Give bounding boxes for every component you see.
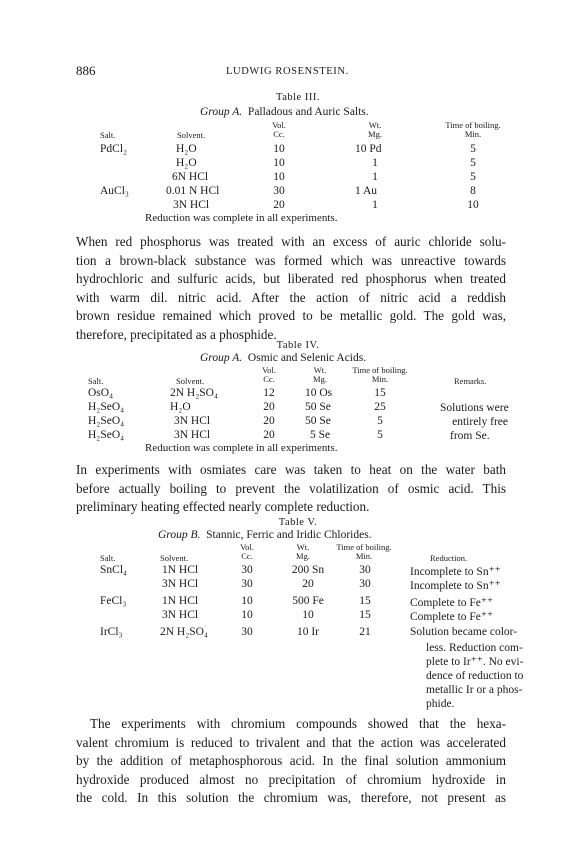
cell-wt: 200 Sn xyxy=(291,564,325,576)
col-header-remarks: Remarks. xyxy=(454,376,487,386)
table-caption: Table V. xyxy=(278,517,318,528)
cell-solvent: 3N HCl xyxy=(174,415,211,427)
note-line: metallic Ir or a phos- xyxy=(426,684,523,696)
table-remarks xyxy=(440,401,508,443)
col-header-wt xyxy=(288,543,318,561)
cell-salt: OsO₄ xyxy=(88,387,114,399)
col-header-vol-2: Cc. xyxy=(263,374,275,384)
col-header-vol-2: Cc. xyxy=(273,129,285,139)
text-line: When red phosphorus was treated with an excess of auric chloride solu- xyxy=(76,234,506,249)
col-header-vol-1: Vol. xyxy=(262,365,276,375)
text-line: before actually boiling to prevent the volatilization of osmic acid. This xyxy=(76,480,506,496)
cell-wt: 500 Fe xyxy=(292,595,324,607)
cell-wt: 1 xyxy=(372,157,378,169)
cell-salt: PdCl₂ xyxy=(100,143,128,155)
cell-time: 15 xyxy=(374,387,386,399)
cell-vol: 12 xyxy=(263,387,275,399)
cell-salt: H₂SeO₄ xyxy=(88,415,125,427)
col-header-vol-1: Vol. xyxy=(272,120,286,130)
cell-time: 5 xyxy=(377,415,383,427)
cell-reduction: Complete to Fe⁺⁺ xyxy=(410,597,494,609)
remarks-line: Solutions were xyxy=(440,402,509,414)
cell-wt: 1 xyxy=(372,171,378,183)
table-subtitle-line xyxy=(158,529,372,541)
paragraph-chromium xyxy=(76,715,506,808)
col-header-wt-2: Mg. xyxy=(296,551,310,561)
text-line: The experiments with chromium compounds showed that the hexa- xyxy=(90,716,506,731)
note-line: plete to Ir⁺⁺. No evi- xyxy=(426,656,524,668)
cell-solvent: 2N H₂SO₄ xyxy=(170,387,218,399)
col-header-wt-1: Wt. xyxy=(313,365,327,375)
text-line: preliminary heating effected nearly complete reduction. xyxy=(76,499,370,515)
cell-salt: FeCl₃ xyxy=(100,595,127,607)
cell-vol: 30 xyxy=(241,564,253,576)
paragraph-phosphorus-gold xyxy=(76,233,506,345)
text-line: tion a brown-black substance was formed which was unreactive towards xyxy=(76,252,506,268)
cell-vol: 20 xyxy=(273,199,285,211)
col-header-time-1: Time of boiling. xyxy=(352,365,408,375)
col-header-time-2: Min. xyxy=(464,129,482,139)
cell-time: 8 xyxy=(470,185,476,197)
cell-salt: H₂SeO₄ xyxy=(88,401,125,413)
cell-wt: 1 xyxy=(372,199,378,211)
text-line: brown residue remained which proved to be metallic gold. The gold was, xyxy=(76,308,506,324)
table-note: Reduction was complete in all experiments. xyxy=(145,212,338,224)
text-line: therefore, precipitated as a phosphide. xyxy=(76,326,277,342)
col-header-time-2: Min. xyxy=(355,551,373,561)
cell-solvent: H₂O xyxy=(176,143,197,155)
cell-vol: 20 xyxy=(263,401,275,413)
cell-time: 15 xyxy=(359,609,371,621)
table-note: Reduction was complete in all experiments. xyxy=(145,442,338,454)
cell-wt: 50 Se xyxy=(305,401,331,413)
text-line: hydrochloric and sulfuric acids, but liberated red phosphorus when treated xyxy=(76,271,506,287)
cell-solvent: 1N HCl xyxy=(162,595,199,607)
col-header-wt-1: Wt. xyxy=(368,120,382,130)
col-header-vol xyxy=(232,543,262,561)
table-group: Group A. xyxy=(200,106,243,118)
cell-reduction: Solution became color- xyxy=(410,626,518,638)
cell-salt: SnCl₄ xyxy=(100,564,128,576)
cell-time: 30 xyxy=(359,578,371,590)
cell-wt: 10 Os xyxy=(305,387,333,399)
cell-solvent: 3N HCl xyxy=(173,199,210,211)
col-header-time xyxy=(340,366,420,384)
cell-time: 5 xyxy=(377,429,383,441)
cell-vol: 10 xyxy=(273,157,285,169)
cell-salt: H₂SeO₄ xyxy=(88,429,125,441)
col-header-time-1: Time of boiling. xyxy=(445,120,501,130)
page-number: 886 xyxy=(76,63,96,78)
note-line: dence of reduction to xyxy=(426,670,524,682)
cell-vol: 10 xyxy=(241,595,253,607)
cell-time: 5 xyxy=(470,157,476,169)
cell-time: 30 xyxy=(359,564,371,576)
cell-vol: 10 xyxy=(273,171,285,183)
col-header-vol-1: Vol. xyxy=(240,542,254,552)
running-title: LUDWIG ROSENSTEIN. xyxy=(226,66,349,77)
table-group: Group A. xyxy=(200,352,243,364)
note-line: less. Reduction com- xyxy=(426,642,523,654)
cell-wt: 10 Pd xyxy=(355,143,382,155)
cell-solvent: 1N HCl xyxy=(162,564,199,576)
cell-solvent: 3N HCl xyxy=(162,609,199,621)
cell-salt: AuCl₃ xyxy=(100,185,129,197)
col-header-vol xyxy=(264,121,294,139)
col-header-salt: Salt. xyxy=(88,376,104,386)
table-subtitle: Osmic and Selenic Acids. xyxy=(247,352,367,364)
col-header-time xyxy=(324,543,404,561)
cell-wt: 10 xyxy=(302,609,314,621)
cell-reduction: Incomplete to Sn⁺⁺ xyxy=(410,580,501,592)
text-line: with warm dil. nitric acid. After the action of nitric acid a reddish xyxy=(76,289,506,305)
cell-solvent: 2N H₂SO₄ xyxy=(160,626,208,638)
cell-time: 5 xyxy=(470,171,476,183)
cell-salt: IrCl₃ xyxy=(100,626,123,638)
text-line: hydroxide produced almost no precipitation of chromium hydroxide in xyxy=(76,771,506,787)
col-header-vol-2: Cc. xyxy=(241,551,253,561)
table-subtitle: Palladous and Auric Salts. xyxy=(247,106,369,118)
cell-vol: 20 xyxy=(263,415,275,427)
col-header-time-1: Time of boiling. xyxy=(336,542,392,552)
col-header-wt-2: Mg. xyxy=(368,129,382,139)
cell-wt: 20 xyxy=(302,578,314,590)
col-header-wt-1: Wt. xyxy=(296,542,310,552)
col-header-time-2: Min. xyxy=(371,374,389,384)
col-header-wt-2: Mg. xyxy=(313,374,327,384)
col-header-salt: Salt. xyxy=(100,130,116,140)
text-line: by the addition of metaphosphorous acid. In the final solution ammonium xyxy=(76,753,506,769)
cell-wt: 50 Se xyxy=(305,415,331,427)
cell-vol: 10 xyxy=(273,143,285,155)
table-subtitle: Stannic, Ferric and Iridic Chlorides. xyxy=(206,529,372,541)
cell-reduction: Incomplete to Sn⁺⁺ xyxy=(410,566,501,578)
table-caption: Table III. xyxy=(276,92,320,103)
cell-wt: 5 Se xyxy=(310,429,331,441)
paragraph-osmiates xyxy=(76,461,506,517)
cell-time: 5 xyxy=(470,143,476,155)
col-header-vol xyxy=(254,366,284,384)
cell-solvent: H₂O xyxy=(176,157,197,169)
cell-vol: 30 xyxy=(241,626,253,638)
iridium-reduction-note xyxy=(426,641,524,711)
col-header-solvent: Solvent. xyxy=(176,376,205,386)
cell-solvent: 0.01 N HCl xyxy=(166,185,220,197)
cell-time: 21 xyxy=(359,626,371,638)
cell-solvent: 6N HCl xyxy=(172,171,209,183)
cell-vol: 10 xyxy=(241,609,253,621)
col-header-solvent: Solvent. xyxy=(160,553,189,563)
cell-solvent: H₂O xyxy=(170,401,191,413)
cell-time: 10 xyxy=(467,199,479,211)
col-header-salt: Salt. xyxy=(100,553,116,563)
cell-vol: 30 xyxy=(241,578,253,590)
text-line: In experiments with osmiates care was taken to heat on the water bath xyxy=(76,462,506,477)
cell-wt: 1 Au xyxy=(355,185,378,197)
note-line: phide. xyxy=(426,698,455,710)
cell-vol: 30 xyxy=(273,185,285,197)
remarks-line: from Se. xyxy=(450,430,490,442)
table-caption: Table IV. xyxy=(276,340,320,351)
col-header-solvent: Solvent. xyxy=(177,130,206,140)
remarks-line: entirely free xyxy=(452,416,508,428)
col-header-wt xyxy=(360,121,390,139)
text-line: the cold. In this solution the chromium was, therefore, not present as xyxy=(76,790,506,806)
cell-time: 25 xyxy=(374,401,386,413)
cell-wt: 10 Ir xyxy=(296,626,320,638)
table-group: Group B. xyxy=(158,529,201,541)
table-subtitle-line xyxy=(200,106,369,118)
cell-reduction: Complete to Fe⁺⁺ xyxy=(410,611,494,623)
cell-vol: 20 xyxy=(263,429,275,441)
col-header-time xyxy=(433,121,513,139)
col-header-reduction: Reduction. xyxy=(430,553,468,563)
cell-time: 15 xyxy=(359,595,371,607)
col-header-wt xyxy=(305,366,335,384)
table-subtitle-line xyxy=(200,352,366,364)
cell-solvent: 3N HCl xyxy=(162,578,199,590)
text-line: valent chromium is reduced to trivalent and that the action was accelerated xyxy=(76,734,506,750)
cell-solvent: 3N HCl xyxy=(174,429,211,441)
